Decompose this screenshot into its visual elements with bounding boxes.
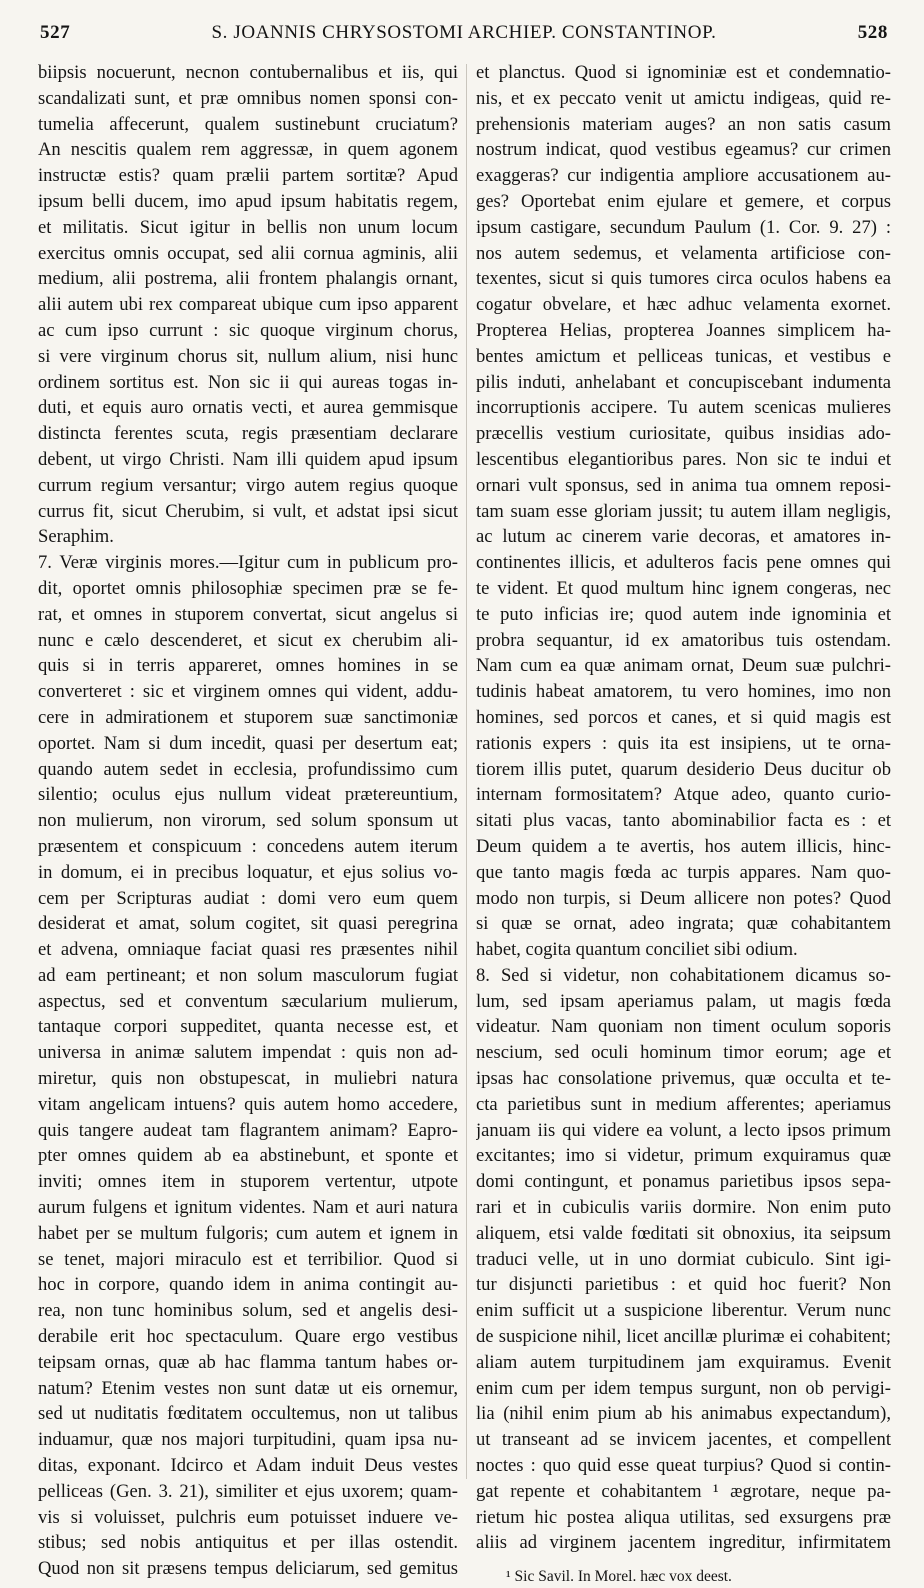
left-column (38, 60, 458, 1582)
text-line: noctes : quo quid esse queat turpius? Quod si contin- (476, 1455, 891, 1477)
page-number-left: 527 (40, 22, 71, 43)
text-line: domi contingunt, et ponamus parietibus ipsos sepa- (476, 1171, 891, 1193)
text-line: debent, ut virgo Christi. Nam illi quidem apud ipsum (38, 448, 458, 470)
text-line: bentes amictum et pelliceas tunicas, et vestibus e (476, 345, 891, 367)
text-line: traduci velle, ut in uno dormiat cubiculo. Sint igi- (476, 1248, 891, 1270)
text-line: quando autem sedet in ecclesia, profundissimo cum (38, 758, 458, 780)
text-line: nunc e cælo descenderet, et sicut ex cherubim ali- (38, 629, 458, 651)
text-line: scandalizati sunt, et præ omnibus nomen sponsi con- (38, 87, 458, 109)
text-line: 8. Sed si videtur, non cohabitationem dicamus so- (476, 964, 891, 986)
text-line: ipsum castigare, secundum Paulum (1. Cor. 9. 27) : (476, 216, 891, 238)
text-line: tam suam esse gloriam jussit; tu autem illam negligis, (476, 500, 891, 522)
text-line: videatur. Nam quoniam non timent oculum soporis (476, 1016, 891, 1038)
text-line: rietum hic postea aliqua utilitas, sed exsurgens præ (476, 1506, 891, 1528)
text-line: et planctus. Quod si ignominiæ est et condemnatio- (476, 62, 891, 83)
text-line: vis si voluisset, pulchris eum potuisset induere ve- (38, 1506, 458, 1528)
text-line: dit, oportet omnis philosophiæ specimen præ se fe- (38, 577, 458, 599)
text-line: pelliceas (Gen. 3. 21), similiter et ejus uxorem; quam- (38, 1480, 458, 1502)
text-line: tumelia affecerunt, qualem sustinebunt cruciatum? (38, 113, 458, 135)
text-line: ad eam pertineant; et non solum masculorum fugiat (38, 964, 458, 986)
text-line: 7. Veræ virginis mores.—Igitur cum in publicum pro- (38, 552, 458, 574)
text-line: aurum fulgens et ignitum videntes. Nam et auri natura (38, 1197, 458, 1219)
right-column-lines (476, 60, 891, 1556)
text-line: Deum quidem a te avertis, hos autem illicis, hinc- (476, 835, 891, 857)
text-line: teipsam ornas, quæ ab hac flamma tantum habes or- (38, 1351, 458, 1373)
text-line: alii autem ubi rex compareat ubique cum ipso apparent (38, 294, 458, 316)
text-line: de suspicione nihil, licet ancillæ plurimæ ei cohabitent; (476, 1326, 891, 1348)
text-line: tantaque corpori suppeditet, quanta necesse est, et (38, 1016, 458, 1038)
text-line: modo non turpis, si Deum allicere non potes? Quod (476, 887, 891, 909)
text-line: desiderat et amat, solum cogitet, sit quasi peregrina (38, 913, 458, 935)
text-line: tur disjuncti parietibus : et quid hoc fuerit? Non (476, 1274, 891, 1296)
text-line: An nescitis qualem rem aggressæ, in quem agonem (38, 139, 458, 161)
text-line: quis tangere audeat tam flagrantem animam? Eapro- (38, 1119, 458, 1141)
text-line: homines, sed porcos et canes, et si quid magis est (476, 706, 891, 728)
text-line: tudinis habeat amatorem, tu vero homines, imo non (476, 681, 891, 703)
text-line: natum? Etenim vestes non sunt datæ ut eis ornemur, (38, 1377, 458, 1399)
text-line: aliquem, etsi valde fœditati sit obnoxius, ita seipsum (476, 1222, 891, 1244)
text-line: enim cum per idem tempus surgunt, non ob pervigi- (476, 1377, 891, 1399)
text-line: derabile erit hoc spectaculum. Quare ergo vestibus (38, 1326, 458, 1348)
text-line: biipsis nocuerunt, necnon contubernalibus et iis, qui (38, 62, 458, 83)
text-line: instructæ estis? quam prælii partem sortitæ? Apud (38, 165, 458, 187)
text-line: præsentem et conspicuum : concedens autem iterum (38, 835, 458, 857)
text-line: incorruptionis accipere. Tu autem scenicas mulieres (476, 397, 891, 419)
text-line: te vident. Et quod multum hinc ignem congeras, nec (476, 577, 891, 599)
text-line: oportet. Nam si dum incedit, quasi per desertum eat; (38, 732, 458, 754)
text-line: ges? Oportebat enim ejulare et gemere, et corpus (476, 190, 891, 212)
text-line: cere in admirationem et stuporem suæ sanctimoniæ (38, 706, 458, 728)
text-line: te puto inficias ire; quod autem inde ignominia et (476, 603, 891, 625)
text-line: si quæ se ornat, adeo ingrata; quæ cohabitantem (476, 913, 891, 935)
text-line: habet, cogita quantum conciliet sibi odium. (476, 939, 798, 961)
text-line: stibus; sed nobis antiquitus et per illas ostendit. (38, 1532, 458, 1554)
text-line: exaggeras? cur indigentia ampliore accusationem au- (476, 165, 891, 187)
text-line: enim sufficit ut a suspicione liberentur. Verum nunc (476, 1300, 891, 1322)
text-line: aliis ad virginem jacentem ingreditur, infirmitatem (476, 1532, 891, 1554)
running-title: S. JOANNIS CHRYSOSTOMI ARCHIEP. CONSTANTINOP. (211, 22, 717, 43)
text-line: rat, et omnes in stuporem convertat, sicut angelus si (38, 603, 458, 625)
text-line: lescentibus elegantioribus pares. Non sic te indui et (476, 448, 891, 470)
text-line: currum regium versantur; virgo autem regius quoque (38, 474, 458, 496)
text-line: vitam angelicam intuens? quis autem homo accedere, (38, 1093, 458, 1115)
text-line: sed ut nuditatis fœditatem occultemus, non ut talibus (38, 1403, 458, 1425)
text-line: januam iis qui videre ea volunt, a lecto ipsos primum (476, 1119, 891, 1141)
text-line: converteret : sic et virginem omnes qui vident, addu- (38, 681, 458, 703)
text-line: ut transeant ad se invicem jacentes, et compellent (476, 1429, 891, 1451)
text-line: nostrum indicat, quod vestibus egeamus? cur crimen (476, 139, 891, 161)
text-line: induamur, quæ nos majori turpitudini, quam ipsa nu- (38, 1429, 458, 1451)
text-line: ornari vult sponsus, sed in anima tua omnem reposi- (476, 474, 891, 496)
text-line: pter omnes quidem ab ea abstinebunt, et sponte et (38, 1145, 458, 1167)
text-line: rari et in cubiculis variis dormire. Non enim puto (476, 1197, 891, 1219)
text-line: Quod non sit præsens tempus deliciarum, sed gemitus (38, 1558, 458, 1580)
text-line: nos autem sedemus, et velamenta artificiose con- (476, 242, 891, 264)
text-line: non mulierum, non virorum, sed solum sponsum ut (38, 810, 458, 832)
text-line: texentes, sicut si quis tumores circa oculos habens ea (476, 268, 891, 290)
text-line: gat repente et cohabitantem ¹ ægrotare, neque pa- (476, 1480, 891, 1502)
footnote: ¹ Sic Savil. In Morel. hæc vox deest. (506, 1568, 732, 1586)
text-line: duti, et equis auro ornatis vecti, et aurea gemmisque (38, 397, 458, 419)
text-line: prehensionis materiam auges? an non satis casum (476, 113, 891, 135)
text-line: nis, et ex peccato venit ut amictu indigeas, quid re- (476, 87, 891, 109)
text-line: currus fit, sicut Cherubim, si vult, et adstat ipsi sicut (38, 500, 458, 522)
text-line: sitati plus vacas, tanto abominabilior facta es : et (476, 810, 891, 832)
text-line: præcellis vestium curiositate, quibus insidias ado- (476, 423, 891, 445)
text-line: cem per Scripturas audiat : domi vero eum quem (38, 887, 458, 909)
text-line: rea, non tunc hominibus solum, sed et angelis desi- (38, 1300, 458, 1322)
text-line: ditas, exponant. Idcirco et Adam induit Deus vestes (38, 1455, 458, 1477)
text-line: rationis expers : quis ita est insipiens, ut te orna- (476, 732, 891, 754)
text-line: Seraphim. (38, 526, 114, 548)
text-line: quis si in terris appareret, omnes homines in se (38, 655, 458, 677)
text-line: miretur, quis non obstupescat, in muliebri natura (38, 1068, 458, 1090)
column-divider (466, 64, 467, 1479)
text-line: exercitus omnis occupat, sed alii cornua agminis, alii (38, 242, 458, 264)
text-line: cta parietibus sunt in medium afferentes; aperiamus (476, 1093, 891, 1115)
text-line: inviti; omnes item in stuporem vertentur, utpote (38, 1171, 458, 1193)
text-line: ac cum ipso currunt : sic quoque virginum chorus, (38, 319, 458, 341)
text-line: hoc in corpore, quando idem in anima contingit au- (38, 1274, 458, 1296)
text-line: habet per se multum fulgoris; cum autem et ignem in (38, 1222, 458, 1244)
text-line: aliam autem turpitudinem jam exquiramus. Evenit (476, 1351, 891, 1373)
text-line: internam formositatem? Atque adeo, quanto curio- (476, 784, 891, 806)
text-line: ordinem sortitus est. Non sic ii qui aureas togas in- (38, 371, 458, 393)
text-line: aspectus, sed et conventum sæcularium mulierum, (38, 990, 458, 1012)
text-line: distincta ferentes scuta, regis præsentiam declarare (38, 423, 458, 445)
text-line: silentio; oculus ejus nullum videat prætereuntium, (38, 784, 458, 806)
right-column (476, 60, 891, 1588)
text-line: excitantes; imo si videtur, primum exquiramus quæ (476, 1145, 891, 1167)
text-line: probra sequantur, id ex amatoribus tuis ostendam. (476, 629, 891, 651)
text-line: ipsum belli ducem, imo apud ipsum habitatis regem, (38, 190, 458, 212)
text-line: cogatur obvelare, et hæc adhuc velamenta exornet. (476, 294, 891, 316)
text-line: se tenet, majori miraculo est et terribilior. Quod si (38, 1248, 458, 1270)
text-line: ipsas hac consolatione privemus, quæ occulta et te- (476, 1068, 891, 1090)
text-line: que tanto magis fœda ac turpis appares. Nam quo- (476, 861, 891, 883)
text-line: lia (nihil enim pium ab his animabus expectandum), (476, 1403, 891, 1425)
text-line: Nam cum ea quæ animam ornat, Deum suæ pulchri- (476, 655, 891, 677)
text-line: si vere virginum chorus sit, nullum alium, nisi hunc (38, 345, 458, 367)
text-line: et militatis. Sicut igitur in bellis non unum locum (38, 216, 458, 238)
text-line: Propterea Helias, propterea Joannes simplicem ha- (476, 319, 891, 341)
text-line: medium, alii postrema, alii frontem phalangis ornant, (38, 268, 458, 290)
page-number-right: 528 (857, 22, 888, 43)
text-line: continentes illicis, et adulteros facis pene omnes qui (476, 552, 891, 574)
text-line: in domum, ei in precibus loquatur, et ejus solius vo- (38, 861, 458, 883)
text-line: ac lutum ac cinerem varie decoras, et amatores in- (476, 526, 891, 548)
running-head (40, 22, 888, 48)
text-line: et advena, omniaque faciat quasi res præsentes nihil (38, 939, 458, 961)
text-line: universa in animæ salutem impendat : quis non ad- (38, 1042, 458, 1064)
text-line: tiorem illis putet, quarum desiderio Deus ducitur ob (476, 758, 891, 780)
text-line: pilis induti, anhelabant et concupiscebant indumenta (476, 371, 891, 393)
text-line: nescium, sed oculi hominum timor eorum; age et (476, 1042, 891, 1064)
text-line: lum, sed ipsam aperiamus palam, ut magis fœda (476, 990, 891, 1012)
